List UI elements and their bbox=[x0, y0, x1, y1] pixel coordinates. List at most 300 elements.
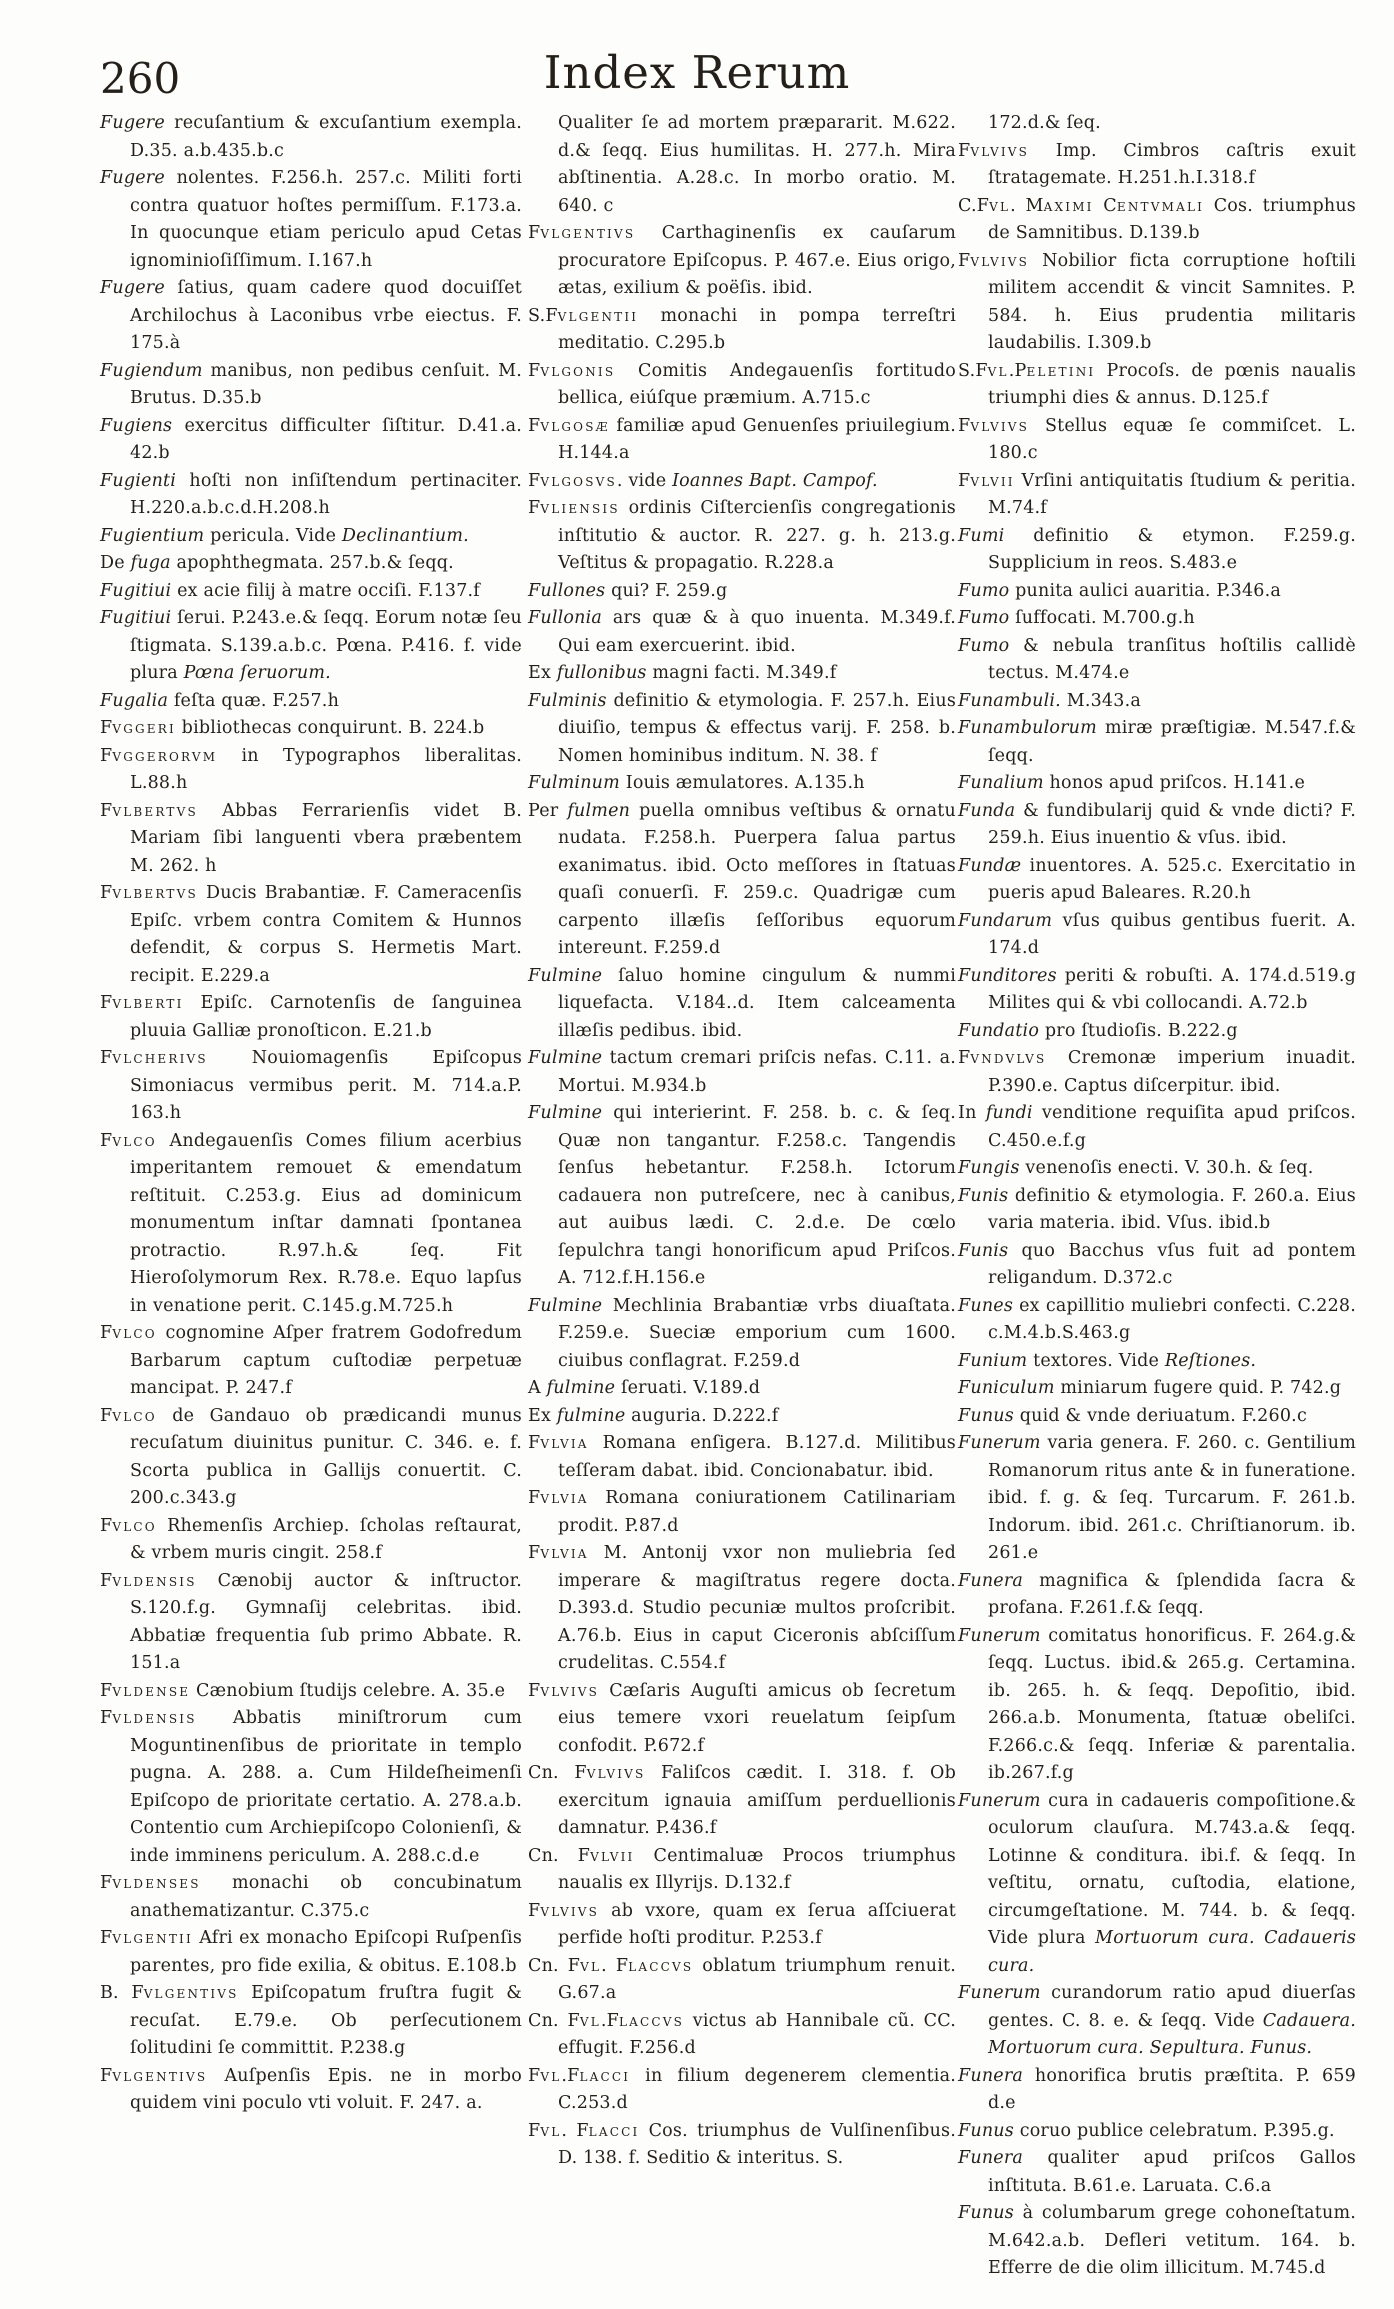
entry-text: monachi in pompa terreſtri meditatio. C.295.b bbox=[558, 305, 956, 353]
entry-text: curandorum ratio apud diuerſas gentes. C. 8. e. & ſeqq. Vide bbox=[988, 1983, 1356, 2031]
index-entry bbox=[958, 2118, 1356, 2146]
entry-text: exercitus difficulter ſiſtitur. D.41.a. 42.b bbox=[130, 415, 522, 463]
page-number: 260 bbox=[100, 54, 181, 103]
index-entry bbox=[100, 688, 522, 716]
entry-text: F bbox=[100, 718, 113, 738]
entry-text: Cremonæ imperium inuadit. P.390.e. Captus diſcerpitur. ibid. bbox=[988, 1048, 1356, 1096]
entry-text: F bbox=[958, 1048, 971, 1068]
headword-smallcaps: vggeri bbox=[112, 718, 176, 738]
index-entry bbox=[958, 2063, 1356, 2118]
index-entry bbox=[528, 1540, 956, 1678]
entry-text: Funerum bbox=[958, 1625, 1041, 1646]
headword-smallcaps: vlgosæ bbox=[540, 415, 610, 436]
entry-text: manibus, non pedibus cenſuit. M. Brutus. D.35.b bbox=[130, 360, 522, 408]
index-column-1 bbox=[100, 110, 522, 2118]
headword-smallcaps: vldense bbox=[112, 1680, 191, 1701]
entry-text: F bbox=[528, 223, 541, 243]
index-entry bbox=[958, 1045, 1356, 1100]
entry-text: Ex bbox=[528, 663, 557, 683]
entry-text: A bbox=[528, 1378, 547, 1398]
entry-text: F bbox=[528, 1680, 541, 1701]
index-entry bbox=[958, 1348, 1356, 1376]
index-entry bbox=[958, 358, 1356, 413]
entry-text: F bbox=[958, 470, 971, 491]
entry-text: Fugere bbox=[100, 168, 165, 188]
index-entry bbox=[958, 853, 1356, 908]
headword-smallcaps: lacci bbox=[579, 2065, 631, 2086]
index-entry bbox=[958, 1788, 1356, 1981]
entry-text: Andegauenſis Comes filium acerbius imperitantem remouet & emendatum reſtituit. C.253.g. Eius ad dominicum monumentum inſtar damnati ſpontanea protractio. R.97.h.& ſeq. Fit Hieroſolymorum Rex. R.78.e. Equo lapſus in venatione perit. C.145.g.M.725.h bbox=[130, 1130, 522, 1316]
index-entry bbox=[528, 468, 956, 496]
entry-text: Fugere bbox=[100, 113, 165, 133]
index-entry bbox=[100, 358, 522, 413]
index-entry bbox=[958, 770, 1356, 798]
headword-smallcaps: aximi bbox=[1043, 195, 1094, 216]
entry-text: .P bbox=[1008, 360, 1027, 381]
entry-text: .F bbox=[600, 2010, 619, 2031]
entry-text: De bbox=[100, 553, 131, 573]
index-entry bbox=[958, 715, 1356, 770]
entry-text: Fugiens bbox=[100, 415, 173, 436]
index-entry bbox=[528, 1843, 956, 1898]
entry-text: F bbox=[528, 2065, 541, 2086]
entry-text: Iouis æmulatores. A.135.h bbox=[619, 773, 865, 793]
index-entry bbox=[100, 275, 522, 358]
entry-text: à columbarum grege cohoneſtatum. M.642.a.b. Defleri vetitum. 164. b. Efferre de die olim illicitum. M.745.d bbox=[988, 2203, 1356, 2278]
entry-text: honorifica brutis præſtita. P. 659 d.e bbox=[988, 2065, 1356, 2113]
index-entry bbox=[528, 220, 956, 303]
headword-smallcaps: entvmali bbox=[1116, 195, 1205, 216]
entry-text: miræ præſtigiæ. M.547.f.& ſeqq. bbox=[988, 718, 1356, 766]
headword-smallcaps: vl bbox=[580, 1955, 602, 1976]
index-entry bbox=[958, 1155, 1356, 1183]
entry-text: Abbas Ferrarienſis videt B. Mariam ſibi languenti vbera præbentem M. 262. h bbox=[130, 800, 522, 876]
index-entry bbox=[528, 798, 956, 963]
headword-smallcaps: vl bbox=[987, 360, 1009, 381]
index-entry bbox=[100, 1925, 522, 1980]
index-entry bbox=[528, 660, 956, 688]
entry-text: ſeruati. V.189.d bbox=[615, 1378, 761, 1398]
entry-text: Funalium bbox=[958, 773, 1044, 793]
index-entry bbox=[100, 413, 522, 468]
index-entry bbox=[528, 495, 956, 578]
headword-smallcaps: vlbertvs bbox=[112, 883, 198, 903]
entry-text: Cn. F bbox=[528, 1845, 591, 1866]
entry-text: Reſtiones. bbox=[1164, 1350, 1257, 1371]
index-entry bbox=[528, 1430, 956, 1485]
entry-text: F bbox=[958, 250, 971, 271]
entry-text: Funambuli. bbox=[958, 690, 1061, 711]
index-entry bbox=[528, 1293, 956, 1376]
entry-text: ex capillitio muliebri confecti. C.228. c.M.4.b.S.463.g bbox=[988, 1295, 1356, 1343]
entry-text: S.F bbox=[958, 360, 988, 381]
entry-text: F bbox=[100, 1680, 113, 1701]
entry-text: definitio & etymologia. F. 257.h. Eius diuiſio, tempus & effectus varij. F. 258. b. Nomen hominibus inditum. N. 38. f bbox=[558, 690, 956, 766]
index-entry bbox=[100, 1513, 522, 1568]
entry-text: Fulmine bbox=[528, 965, 603, 986]
entry-text: F bbox=[528, 1900, 541, 1921]
index-entry bbox=[958, 633, 1356, 688]
index-entry bbox=[100, 1678, 522, 1706]
entry-text: Pœna ſeruorum. bbox=[183, 663, 331, 683]
entry-text: Fumo bbox=[958, 608, 1010, 628]
entry-text: Fumi bbox=[958, 525, 1005, 546]
entry-text: venenoſis enecti. V. 30.h. & ſeq. bbox=[1019, 1158, 1314, 1178]
headword-smallcaps: vlvivs bbox=[586, 1763, 646, 1783]
entry-text: C.F bbox=[958, 195, 990, 216]
entry-text: Fungis bbox=[958, 1158, 1020, 1178]
index-entry bbox=[100, 715, 522, 743]
entry-text: Afri ex monacho Epiſcopi Ruſpenſis parentes, pro fide exilia, & obitus. E.108.b bbox=[130, 1928, 522, 1976]
index-entry bbox=[528, 1100, 956, 1293]
headword-smallcaps: vldensis bbox=[112, 1570, 197, 1591]
entry-text: Fumo bbox=[958, 635, 1010, 656]
entry-text: F bbox=[958, 140, 971, 161]
entry-text: . vide bbox=[616, 470, 673, 491]
entry-text: Mechlinia Brabantiæ vrbs diuaſtata. F.259.e. Sueciæ emporium cum 1600. ciuibus conflagrat. F.259.d bbox=[558, 1295, 956, 1371]
headword-smallcaps: laccvs bbox=[628, 1955, 694, 1976]
entry-text: cognomine Aſper fratrem Godofredum Barbarum captum cuſtodiæ perpetuæ mancipat. P. 247.f bbox=[130, 1323, 522, 1398]
headword-smallcaps: vlvia bbox=[540, 1543, 589, 1563]
entry-text: C bbox=[1093, 195, 1117, 216]
entry-text: F bbox=[100, 1708, 113, 1728]
index-entry bbox=[528, 1045, 956, 1100]
index-entry bbox=[958, 1018, 1356, 1046]
entry-text: M.343.a bbox=[1060, 690, 1141, 711]
entry-text: S.F bbox=[528, 305, 558, 326]
entry-text: ſatius, quam cadere quod docuiſſet Archilochus à Laconibus vrbe eiectus. F. 175.à bbox=[130, 278, 522, 353]
entry-text: Funis bbox=[958, 1240, 1009, 1261]
entry-text: Declinantium. bbox=[341, 525, 469, 546]
entry-text: cura in cadaueris compoſitione.& oculorum clauſura. M.743.a.& ſeqq. Lotinne & conditura. ibi.f. & ſeqq. In veſtitu, ornatu, cuſtodia, elatione, circumgeſtatione. M. 744. b. & ſeqq. Vide plura bbox=[988, 1790, 1356, 1948]
index-entry bbox=[100, 1705, 522, 1870]
index-entry bbox=[100, 1568, 522, 1678]
entry-text: Fullonia bbox=[528, 608, 603, 628]
index-entry bbox=[528, 963, 956, 1046]
index-column-3 bbox=[958, 110, 1356, 2283]
entry-text: Fumo bbox=[958, 580, 1010, 601]
entry-text: 172.d.& ſeq. bbox=[988, 113, 1101, 133]
index-entry bbox=[958, 1293, 1356, 1348]
entry-text: textores. Vide bbox=[1027, 1350, 1165, 1371]
index-entry bbox=[100, 1128, 522, 1321]
entry-text: familiæ apud Genuenſes priuilegium. H.144.a bbox=[558, 415, 956, 463]
headword-smallcaps: vlcherivs bbox=[112, 1048, 208, 1068]
entry-text: coruo publice celebratum. P.395.g. bbox=[1013, 2120, 1335, 2141]
entry-text: qui interierint. F. 258. b. c. & ſeq. Quæ non tangantur. F.258.c. Tangendis ſenſus hebetantur. F.258.h. Ictorum cadauera non putreſcere, nec à canibus, aut auibus lædi. C. 2.d.e. De cœlo ſepulchra tangi honorificum apud Priſcos. A. 712.f.H.156.e bbox=[558, 1103, 956, 1288]
index-entry bbox=[958, 578, 1356, 606]
entry-text: qualiter apud priſcos Gallos inſtituta. B.61.e. Laruata. C.6.a bbox=[988, 2148, 1356, 2196]
entry-text: Centimaluæ Procos triumphus naualis ex Illyrijs. D.132.f bbox=[558, 1845, 956, 1893]
entry-text: ſuffocati. M.700.g.h bbox=[1009, 608, 1195, 628]
entry-text: Fundæ bbox=[958, 855, 1022, 876]
entry-text: vſus quibus gentibus fuerit. A. 174.d bbox=[988, 910, 1356, 958]
index-entry bbox=[100, 743, 522, 798]
headword-smallcaps: vlvivs bbox=[970, 250, 1030, 271]
headword-smallcaps: vlgentii bbox=[112, 1928, 193, 1948]
headword-smallcaps: vlgentii bbox=[557, 305, 639, 326]
headword-smallcaps: vl bbox=[540, 2065, 562, 2086]
entry-text: Funera bbox=[958, 2148, 1024, 2168]
index-entry bbox=[958, 1568, 1356, 1623]
index-entry bbox=[528, 1375, 956, 1403]
headword-smallcaps: vldensis bbox=[112, 1708, 197, 1728]
entry-text: Fugitiui bbox=[100, 608, 172, 628]
index-entry bbox=[100, 110, 522, 165]
entry-text: monachi ob concubinatum anathematizantur. C.375.c bbox=[130, 1873, 522, 1921]
headword-smallcaps: vlvivs bbox=[540, 1680, 600, 1701]
entry-text: Fugientium bbox=[100, 525, 205, 546]
index-entry bbox=[958, 1430, 1356, 1568]
index-entry bbox=[958, 468, 1356, 523]
index-entry bbox=[958, 908, 1356, 963]
entry-text: Cn. F bbox=[528, 1763, 587, 1783]
entry-text: Imp. Cimbros caſtris exuit ſtratagemate. H.251.h.I.318.f bbox=[988, 140, 1356, 188]
entry-text: Comitis Andegauenſis fortitudo bellica, eiúſque præmium. A.715.c bbox=[558, 360, 956, 408]
headword-smallcaps: vlco bbox=[112, 1515, 157, 1536]
entry-text: fullonibus bbox=[556, 663, 647, 683]
index-entry bbox=[958, 605, 1356, 633]
headword-smallcaps: vggerorvm bbox=[112, 745, 218, 766]
entry-text: Romana enſigera. B.127.d. Militibus teſſeram dabat. ibid. Concionabatur. ibid. bbox=[558, 1433, 956, 1481]
entry-text: F bbox=[100, 1130, 113, 1151]
entry-text: honos apud priſcos. H.141.e bbox=[1043, 773, 1306, 793]
index-entry bbox=[100, 798, 522, 881]
entry-text: F bbox=[100, 1323, 113, 1343]
index-entry bbox=[100, 1045, 522, 1128]
index-entry bbox=[528, 770, 956, 798]
entry-text: fulmen bbox=[567, 800, 631, 821]
headword-smallcaps: vlbertvs bbox=[112, 800, 198, 821]
index-entry bbox=[100, 605, 522, 688]
entry-text: venditione requiſita apud priſcos. C.450.e.f.g bbox=[988, 1103, 1356, 1151]
entry-text: F bbox=[528, 1488, 541, 1508]
index-column-2 bbox=[528, 110, 956, 2173]
entry-text: Ex bbox=[528, 1405, 557, 1426]
index-entry bbox=[958, 2145, 1356, 2200]
entry-text: Nouiomagenſis Epiſcopus Simoniacus vermibus perit. M. 714.a.P. 163.h bbox=[130, 1048, 522, 1123]
index-entry bbox=[100, 468, 522, 523]
index-entry bbox=[958, 193, 1356, 248]
entry-text: auguria. D.222.f bbox=[625, 1405, 779, 1426]
entry-text: fuga bbox=[130, 553, 171, 573]
headword-smallcaps: vlvivs bbox=[540, 1900, 600, 1921]
entry-text: recuſantium & excuſantium exempla. D.35. a.b.435.b.c bbox=[130, 113, 522, 161]
entry-text: Funerum bbox=[958, 1790, 1041, 1811]
index-entry bbox=[528, 2063, 956, 2118]
entry-text: Cn. F bbox=[528, 1955, 581, 1976]
entry-text: ſaluo homine cingulum & nummi liquefacta. V.184..d. Item calceamenta illæſis pedibus. ibid. bbox=[558, 965, 956, 1041]
index-entry bbox=[528, 413, 956, 468]
entry-text: Funes bbox=[958, 1295, 1014, 1316]
entry-text: Fulmine bbox=[528, 1048, 603, 1068]
entry-text: victus ab Hannibale cũ. CC. effugit. F.256.d bbox=[558, 2010, 956, 2058]
page-title: Index Rerum bbox=[543, 46, 851, 99]
entry-text: bibliothecas conquirunt. B. 224.b bbox=[175, 718, 485, 738]
entry-text: Per bbox=[528, 800, 568, 821]
index-entry bbox=[958, 138, 1356, 193]
entry-text: Epiſcopatum fruſtra fugit & recuſat. E.79.e. Ob perſecutionem ſolitudini ſe committit. P.238.g bbox=[130, 1983, 522, 2058]
entry-text: magni facti. M.349.f bbox=[646, 663, 837, 683]
entry-text: Cæſaris Auguſti amicus ob ſecretum eius temere vxori reuelatum ſeipſum confodit. P.672.f bbox=[558, 1680, 956, 1756]
entry-text: Funus bbox=[958, 1405, 1014, 1426]
entry-text: Fulmine bbox=[528, 1103, 603, 1123]
index-entry bbox=[100, 1320, 522, 1403]
headword-smallcaps: vlvia bbox=[540, 1433, 589, 1453]
entry-text: F bbox=[100, 800, 113, 821]
index-entry bbox=[100, 578, 522, 606]
entry-text: magnifica & ſplendida ſacra & profana. F.261.f.& ſeqq. bbox=[988, 1570, 1356, 1618]
entry-text: Fundatio bbox=[958, 1020, 1040, 1041]
entry-text: Funiculum bbox=[958, 1378, 1055, 1398]
entry-text: ex acie filij à matre occiſi. F.137.f bbox=[171, 580, 480, 601]
entry-text: Funerum bbox=[958, 1983, 1041, 2003]
entry-text: Funera bbox=[958, 2065, 1024, 2086]
entry-text: ſerui. P.243.e.& ſeqq. Eorum notæ ſeu ſtigmata. S.139.a.b.c. Pœna. P.416. f. vide plura bbox=[130, 608, 522, 683]
entry-text: oblatum triumphum renuit. G.67.a bbox=[558, 1955, 957, 2003]
entry-text: Fugienti bbox=[100, 470, 177, 491]
entry-text: F bbox=[100, 1405, 113, 1426]
index-entry bbox=[958, 413, 1356, 468]
index-entry bbox=[958, 798, 1356, 853]
headword-smallcaps: vl bbox=[540, 2120, 562, 2141]
index-entry bbox=[958, 523, 1356, 578]
index-entry bbox=[528, 1403, 956, 1431]
entry-text: inuentores. A. 525.c. Exercitatio in pueris apud Baleares. R.20.h bbox=[988, 855, 1356, 903]
entry-text: Cænobij auctor & inſtructor. S.120.f.g. Gymnaſij celebritas. ibid. Abbatiæ frequentia ſub primo Abbate. R. 151.a bbox=[130, 1570, 522, 1673]
index-entry bbox=[528, 1898, 956, 1953]
index-entry bbox=[100, 165, 522, 275]
headword-smallcaps: vlgentivs bbox=[112, 2065, 208, 2086]
entry-text: . F bbox=[561, 2120, 589, 2141]
index-entry bbox=[528, 110, 956, 220]
index-entry bbox=[958, 110, 1356, 138]
entry-text: & fundibularij quid & vnde dicti? F. 259.h. Eius inuentio & vſus. ibid. bbox=[988, 800, 1356, 848]
index-entry bbox=[958, 963, 1356, 1018]
entry-text: F bbox=[100, 1048, 113, 1068]
entry-text: In bbox=[958, 1103, 986, 1123]
entry-text: Cos. triumphus de Vulſinenſibus. D. 138. f. Seditio & interitus. S. bbox=[558, 2120, 956, 2168]
headword-smallcaps: eletini bbox=[1026, 360, 1096, 381]
index-entry bbox=[100, 990, 522, 1045]
headword-smallcaps: vndvlvs bbox=[970, 1048, 1047, 1068]
index-entry bbox=[100, 1403, 522, 1513]
headword-smallcaps: vlvia bbox=[540, 1488, 589, 1508]
entry-text: Qualiter ſe ad mortem præpararit. M.622. d.& ſeqq. Eius humilitas. H. 277.h. Mira abſtinentia. A.28.c. In morbo oratio. M. 640. c bbox=[558, 113, 956, 216]
index-entry bbox=[100, 523, 522, 551]
index-entry bbox=[528, 2008, 956, 2063]
headword-smallcaps: vlco bbox=[112, 1323, 157, 1343]
entry-text: ars quæ & à quo inuenta. M.349.f. Qui eam exercuerint. ibid. bbox=[558, 608, 956, 656]
headword-smallcaps: vldenses bbox=[112, 1873, 201, 1893]
entry-text: . M bbox=[1010, 195, 1044, 216]
entry-text: F bbox=[100, 2065, 113, 2086]
entry-text: F bbox=[528, 1543, 541, 1563]
entry-text: Funus bbox=[958, 2203, 1014, 2223]
index-entry bbox=[958, 248, 1356, 358]
entry-text: fundi bbox=[985, 1103, 1033, 1123]
entry-text: F bbox=[528, 1433, 541, 1453]
entry-text: F bbox=[100, 993, 113, 1013]
entry-text: definitio & etymon. F.259.g. Supplicium in reos. S.483.e bbox=[988, 525, 1356, 573]
index-entry bbox=[528, 303, 956, 358]
entry-text: qui? F. 259.g bbox=[605, 580, 728, 601]
headword-smallcaps: vlco bbox=[112, 1130, 157, 1151]
headword-smallcaps: vlberti bbox=[112, 993, 184, 1013]
entry-text: F bbox=[100, 1515, 113, 1536]
index-entry bbox=[958, 1183, 1356, 1238]
entry-text: Cn. F bbox=[528, 2010, 580, 2031]
entry-text: in Typographos liberalitas. L.88.h bbox=[130, 745, 522, 793]
entry-text: tactum cremari priſcis nefas. C.11. a. Mortui. M.934.b bbox=[558, 1048, 956, 1096]
headword-smallcaps: vlco bbox=[112, 1405, 157, 1426]
entry-text: F bbox=[528, 2120, 541, 2141]
entry-text: Rhemenſis Archiep. ſcholas reſtaurat, & vrbem muris cingit. 258.f bbox=[130, 1515, 522, 1563]
index-entry bbox=[528, 688, 956, 771]
entry-text: F bbox=[528, 498, 541, 518]
entry-text: quid & vnde deriuatum. F.260.c bbox=[1013, 1405, 1307, 1426]
entry-text: puella omnibus veſtibus & ornatu nudata. F.258.h. Puerpera ſalua partus exanimatus. ibid. Octo meſſores in ſtatuas quaſi conuerſi. F. 259.c. Quadrigæ cum carpento illæſis ſeſſoribus equorum intereunt. F.259.d bbox=[558, 800, 956, 958]
index-entry bbox=[528, 358, 956, 413]
headword-smallcaps: vlvii bbox=[970, 470, 1015, 491]
entry-text: miniarum fugere quid. P. 742.g bbox=[1054, 1378, 1342, 1398]
entry-text: ordinis Ciſtercienſis congregationis inſtitutio & auctor. R. 227. g. h. 213.g. Veſtitus & propagatio. R.228.a bbox=[558, 498, 956, 573]
headword-smallcaps: vlvii bbox=[590, 1845, 635, 1866]
entry-text: Fugere bbox=[100, 278, 165, 298]
entry-text: nolentes. F.256.h. 257.c. Militi forti contra quatuor hoſtes permiſſum. F.173.a. In quocunque etiam periculo apud Cetas ignominioſiſſimum. I.167.h bbox=[130, 168, 522, 271]
entry-text: apophthegmata. 257.b.& ſeqq. bbox=[170, 553, 454, 573]
entry-text: de Gandauo ob prædicandi munus recuſatum diuinitus punitur. C. 346. e. f. Scorta publica in Gallijs conuertit. C. 200.c.343.g bbox=[130, 1405, 522, 1508]
index-entry bbox=[958, 1238, 1356, 1293]
entry-text: Fulminis bbox=[528, 690, 607, 711]
entry-text: Cos. triumphus de Samnitibus. D.139.b bbox=[988, 195, 1356, 243]
entry-text: F bbox=[100, 1570, 113, 1591]
entry-text: feſta quæ. F.257.h bbox=[168, 690, 340, 711]
entry-text: Vrſini antiquitatis ſtudium & peritia. M.74.f bbox=[988, 470, 1356, 518]
entry-text: comitatus honorificus. F. 264.g.& ſeqq. Luctus. ibid.& 265.g. Certamina. ib. 265. h. & ſeqq. Depoſitio, ibid. 266.a.b. Monumenta, ſtatuæ obeliſci. F.266.c.& ſeqq. Inferiæ & parentalia. ib.267.f.g bbox=[988, 1625, 1356, 1783]
entry-text: ab vxore, quam ex ſerua aſſciuerat perfide hoſti proditur. P.253.f bbox=[558, 1900, 956, 1948]
entry-text: Cadauera. Mortuorum cura. Sepultura. Funus. bbox=[988, 2010, 1356, 2058]
entry-text: Funera bbox=[958, 1570, 1024, 1591]
headword-smallcaps: vlvivs bbox=[970, 140, 1030, 161]
headword-smallcaps: vl bbox=[579, 2010, 601, 2031]
index-entry bbox=[958, 1375, 1356, 1403]
index-entry bbox=[100, 1980, 522, 2063]
index-entry bbox=[528, 578, 956, 606]
index-entry bbox=[528, 1760, 956, 1843]
headword-smallcaps: laccvs bbox=[619, 2010, 685, 2031]
entry-text: F bbox=[528, 415, 541, 436]
index-entry bbox=[100, 550, 522, 578]
index-entry bbox=[528, 1678, 956, 1761]
entry-text: M. Antonij vxor non muliebria ſed imperare & magiſtratus regere docta. D.393.d. Studio pecuniæ multos proſcribit. A.76.b. Eius in caput Ciceronis abſciſſum crudelitas. C.554.f bbox=[558, 1543, 956, 1673]
entry-text: varia genera. F. 260. c. Gentilium Romanorum ritus ante & in funeratione. ibid. f. g. & ſeq. Turcarum. F. 261.b. Indorum. ibid. 261.c. Chriſtianorum. ib. 261.e bbox=[988, 1433, 1356, 1563]
entry-text: Funda bbox=[958, 800, 1016, 821]
entry-text: Cænobium ſtudijs celebre. A. 35.e bbox=[190, 1680, 506, 1701]
entry-text: pro ſtudioſis. B.222.g bbox=[1039, 1020, 1238, 1041]
index-entry bbox=[100, 1870, 522, 1925]
entry-text: Ducis Brabantiæ. F. Cameracenſis Epiſc. vrbem contra Comitem & Hunnos defendit, & corpus S. Hermetis Mart. recipit. E.229.a bbox=[130, 883, 522, 986]
headword-smallcaps: vl bbox=[989, 195, 1011, 216]
headword-smallcaps: lacci bbox=[588, 2120, 640, 2141]
index-entry bbox=[958, 688, 1356, 716]
entry-text: Fugitiui bbox=[100, 580, 172, 601]
index-entry bbox=[958, 1403, 1356, 1431]
headword-smallcaps: vliensis bbox=[540, 498, 620, 518]
entry-text: Fulmine bbox=[528, 1295, 603, 1316]
headword-smallcaps: vlgonis bbox=[540, 360, 616, 381]
index-entry bbox=[958, 2200, 1356, 2283]
